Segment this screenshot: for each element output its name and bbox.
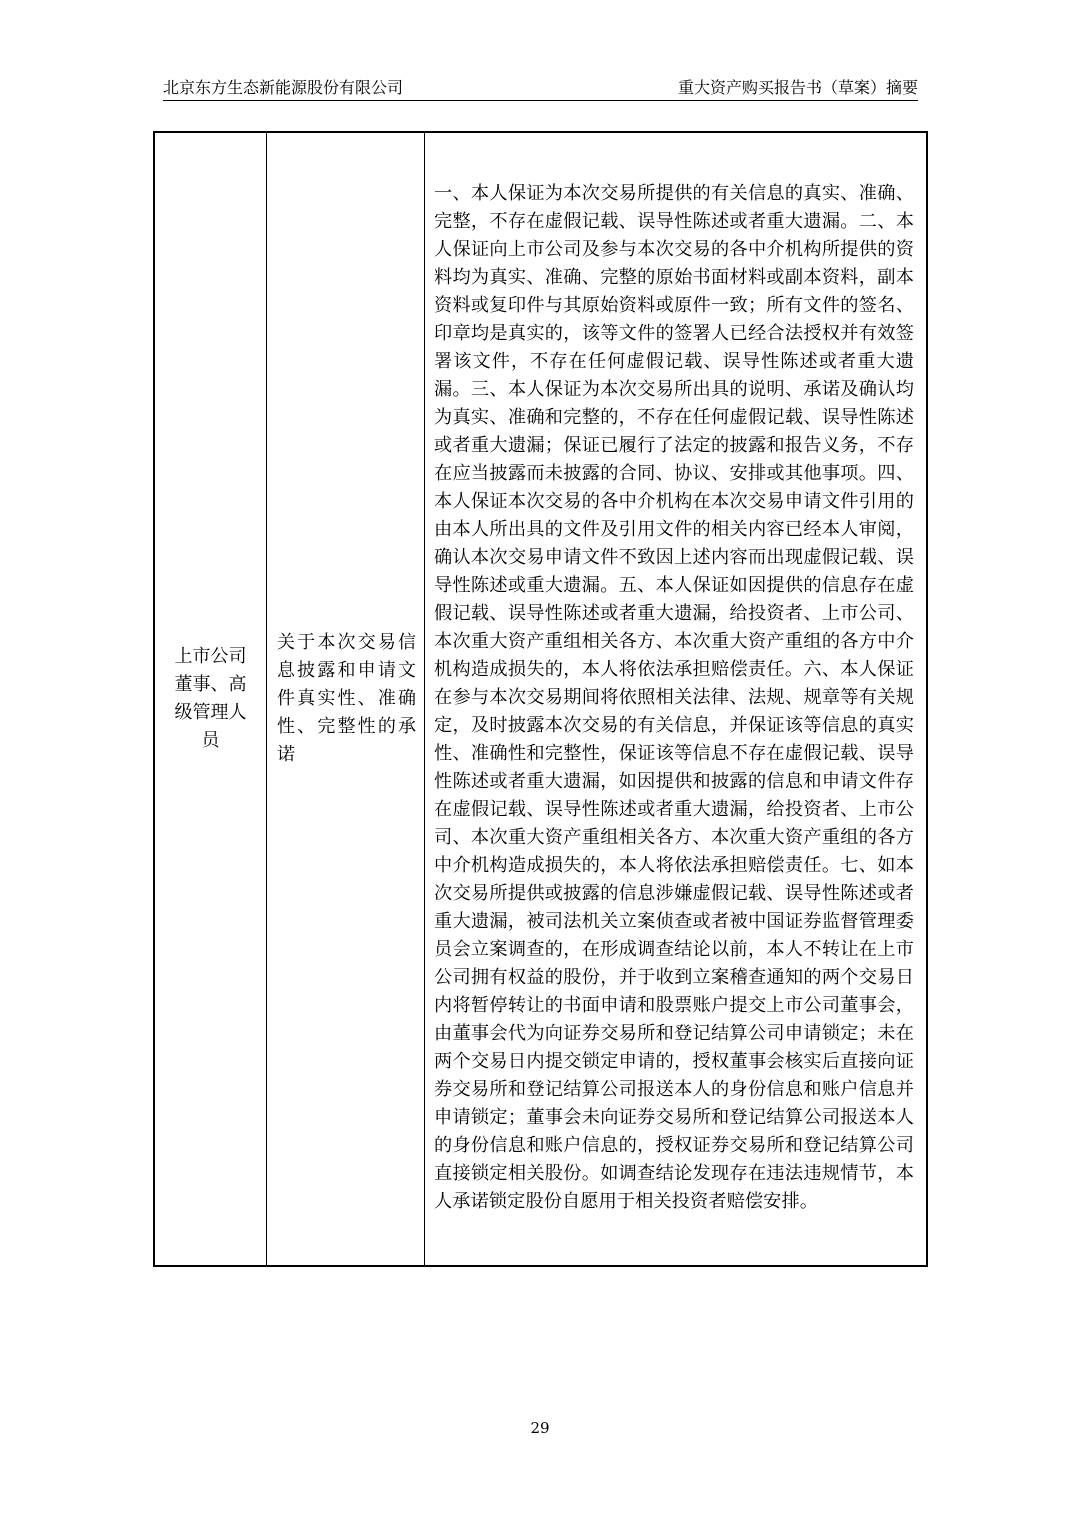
document-title: 重大资产购买报告书（草案）摘要 — [677, 78, 918, 97]
commitment-title-text: 关于本次交易信息披露和申请文件真实性、准确性、完整性的承诺 — [277, 632, 416, 765]
party-cell — [154, 132, 267, 1266]
company-name: 北京东方生态新能源股份有限公司 — [163, 78, 404, 97]
commitment-title-cell — [267, 132, 425, 1266]
commitment-content-text: 一、本人保证为本次交易所提供的有关信息的真实、准确、完整，不存在虚假记载、误导性陈述或者重大遗漏。二、本人保证向上市公司及参与本次交易的各中介机构所提供的资料均为真实、准确、完整的原始书面材料或副本资料，副本资料或复印件与其原始资料或原件一致；所有文件的签名、印章均是真实的，该等文件的签署人已经合法授权并有效签署该文件，不存在任何虚假记载、误导性陈述或者重大遗漏。三、本人保证为本次交易所出具的说明、承诺及确认均为真实、准确和完整的，不存在任何虚假记载、误导性陈述或者重大遗漏；保证已履行了法定的披露和报告义务，不存在应当披露而未披露的合同、协议、安排或其他事项。四、本人保证本次交易的各中介机构在本次交易申请文件引用的由本人所出具的文件及引用文件的相关内容已经本人审阅，确认本次交易申请文件不致因上述内容而出现虚假记载、误导性陈述或重大遗漏。五、本人保证如因提供的信息存在虚假记载、误导性陈述或者重大遗漏，给投资者、上市公司、本次重大资产重组相关各方、本次重大资产重组的各方中介机构造成损失的，本人将依法承担赔偿责任。六、本人保证在参与本次交易期间将依照相关法律、法规、规章等有关规定，及时披露本次交易的有关信息，并保证该等信息的真实性、准确性和完整性，保证该等信息不存在虚假记载、误导性陈述或者重大遗漏，如因提供和披露的信息和申请文件存在虚假记载、误导性陈述或者重大遗漏，给投资者、上市公司、本次重大资产重组相关各方、本次重大资产重组的各方中介机构造成损失的，本人将依法承担赔偿责任。七、如本次交易所提供或披露的信息涉嫌虚假记载、误导性陈述或者重大遗漏，被司法机关立案侦查或者被中国证券监督管理委员会立案调查的，在形成调查结论以前，本人不转让在上市公司拥有权益的股份，并于收到立案稽查通知的两个交易日内将暂停转让的书面申请和股票账户提交上市公司董事会，由董事会代为向证券交易所和登记结算公司申请锁定；未在两个交易日内提交锁定申请的，授权董事会核实后直接向证券交易所和登记结算公司报送本人的身份信息和账户信息并申请锁定；董事会未向证券交易所和登记结算公司报送本人的身份信息和账户信息的，授权证券交易所和登记结算公司直接锁定相关股份。如调查结论发现存在违法违规情节，本人承诺锁定股份自愿用于相关投资者赔偿安排。 — [434, 183, 914, 1212]
commitment-content-cell — [425, 132, 928, 1266]
page-header — [163, 78, 918, 101]
page-number: 29 — [530, 1419, 550, 1437]
party-text: 上市公司董事、高级管理人员 — [174, 646, 247, 751]
table-row — [154, 132, 927, 1266]
commitment-table — [153, 131, 928, 1267]
